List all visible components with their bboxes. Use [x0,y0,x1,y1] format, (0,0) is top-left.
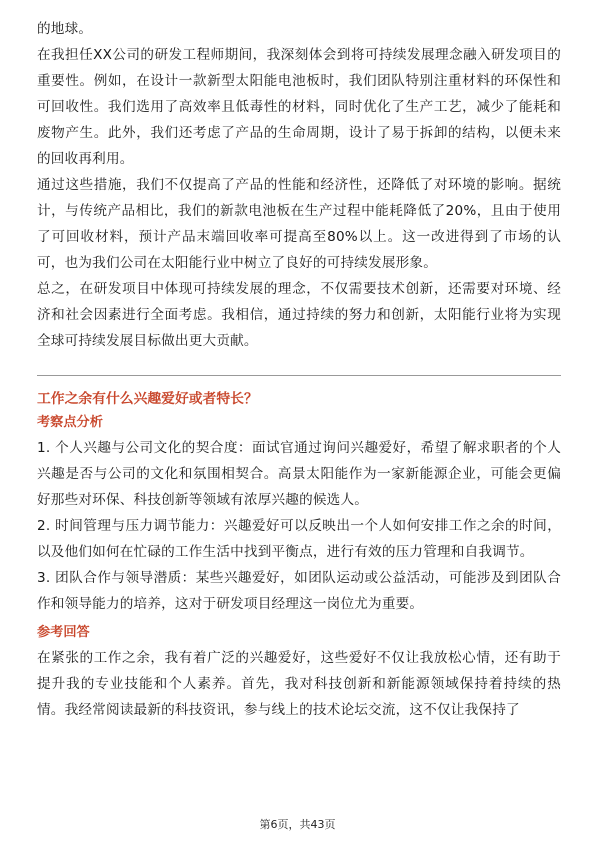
analysis-point-3: 3. 团队合作与领导潜质：某些兴趣爱好，如团队运动或公益活动，可能涉及到团队合作和领导能力的培养，这对于研发项目经理这一岗位尤为重要。 [37,570,561,612]
answer-heading: 参考回答 [37,625,90,640]
paragraph-summary: 总之，在研发项目中体现可持续发展的理念，不仅需要技术创新，还需要对环境、经济和社会因素进行全面考虑。我相信，通过持续的努力和创新，太阳能行业将为实现全球可持续发展目标做出更大贡献。 [37,281,561,349]
analysis-heading: 考察点分析 [37,415,103,430]
paragraph-experience: 在我担任XX公司的研发工程师期间，我深刻体会到将可持续发展理念融入研发项目的重要性。例如，在设计一款新型太阳能电池板时，我们团队特别注重材料的环保性和可回收性。我们选用了高效率且低毒性的材料，同时优化了生产工艺，减少了能耗和废物产生。此外，我们还考虑了产品的生命周期，设计了易于拆卸的结构，以便未来的回收再利用。 [37,47,561,167]
document-page [37,16,561,723]
analysis-point-1: 1. 个人兴趣与公司文化的契合度：面试官通过询问兴趣爱好，希望了解求职者的个人兴趣是否与公司的文化和氛围相契合。高景太阳能作为一家新能源企业，可能会更偏好那些对环保、科技创新等领域有浓厚兴趣的候选人。 [37,440,561,508]
section-divider [37,375,561,376]
question-heading: 工作之余有什么兴趣爱好或者特长？ [37,391,258,407]
page-number-footer: 第6页，共43页 [259,818,336,831]
analysis-point-2: 2. 时间管理与压力调节能力：兴趣爱好可以反映出一个人如何安排工作之余的时间，以及他们如何在忙碌的工作生活中找到平衡点，进行有效的压力管理和自我调节。 [37,518,561,560]
answer-paragraph: 在紧张的工作之余，我有着广泛的兴趣爱好，这些爱好不仅让我放松心情，还有助于提升我的专业技能和个人素养。首先，我对科技创新和新能源领域保持着持续的热情。我经常阅读最新的科技资讯，参与线上的技术论坛交流，这不仅让我保持了 [37,650,561,718]
paragraph-continuation: 的地球。 [37,21,93,37]
paragraph-results: 通过这些措施，我们不仅提高了产品的性能和经济性，还降低了对环境的影响。据统计，与传统产品相比，我们的新款电池板在生产过程中能耗降低了20%，且由于使用了可回收材料，预计产品末端回收率可提高至80%以上。这一改进得到了市场的认可，也为我们公司在太阳能行业中树立了良好的可持续发展形象。 [37,177,561,271]
